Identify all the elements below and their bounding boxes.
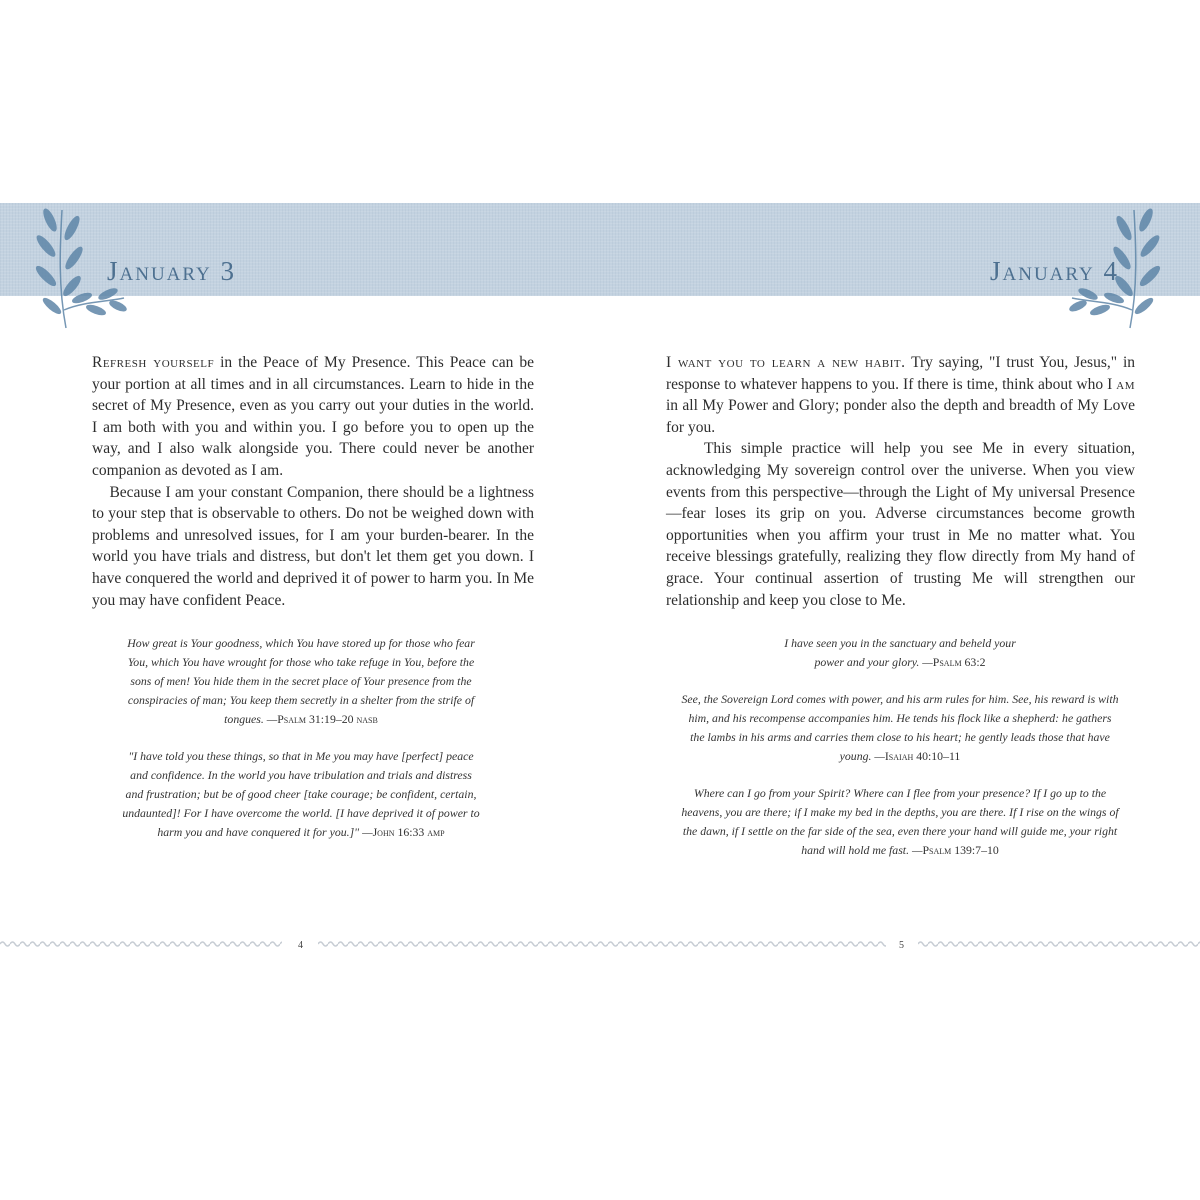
scripture-block-right <box>680 634 1120 860</box>
quote-text: Where can I go from your Spirit? Where can I flee from your presence? If I go up to the heavens, you are there; if I make my bed in the depths, you are there. If I rise on the wings of the dawn, if I settle on the far side of the sea, even there your hand will guide me, your right hand will hold me fast. — <box>681 786 1119 857</box>
paragraph-text: in the Peace of My Presence. This Peace can be your portion at all times and in all circumstances. Learn to hide in the secret of My Presence, even as you carry out your duties in the world. I am both with you and within you. I go before you to open up the way, and I also walk alongside you. There could never be another companion as devoted as I am. <box>92 354 534 479</box>
scripture-reference: Psalm 139:7–10 <box>922 843 999 857</box>
wave-rule-icon <box>0 939 282 949</box>
wave-rule-icon <box>918 939 1200 949</box>
page-title-left: January 3 <box>107 256 236 286</box>
scripture-quote <box>680 784 1120 860</box>
scripture-quote <box>680 690 1120 766</box>
scripture-reference: Isaiah 40:10–11 <box>884 749 961 763</box>
scripture-quote <box>120 634 482 729</box>
scripture-block-left <box>120 634 482 842</box>
scripture-quote <box>680 634 1120 672</box>
paragraph <box>666 352 1135 438</box>
paragraph-text: Try saying, "I trust You, Jesus," in response to whatever happens to you. If there is time, think about who I <box>666 354 1135 393</box>
scripture-quote <box>120 747 482 842</box>
page-number-right: 5 <box>899 940 904 951</box>
paragraph-text: Because I am your constant Companion, there should be a lightness to your step that is observable to others. Do not be weighed down with problems and unresolved issues, for I am your burden-bearer. In the world you have trials and distress, but don't let them get you down. I have conquered the world and deprived it of power to harm you. In Me you may have confident Peace. <box>92 483 535 609</box>
scripture-reference: John 16:33 amp <box>372 825 445 839</box>
page-number-left: 4 <box>298 940 303 951</box>
paragraph-text: This simple practice will help you see Me in every situation, acknowledging My sovereign control over the universe. When you view events from this perspective—through the Light of My universal Presence—fear loses its grip on you. Adverse circumstances become growth opportunities when you affirm your trust in Me no matter what. You receive blessings gratefully, realizing they flow directly from My hand of grace. Your continual assertion of trusting Me will strengthen our relationship and keep you close to Me. <box>666 440 1136 609</box>
devotion-body-left <box>92 352 534 611</box>
scripture-reference: Psalm 63:2 <box>932 655 986 669</box>
paragraph <box>92 352 534 482</box>
paragraph <box>92 482 534 612</box>
quote-text: See, the Sovereign Lord comes with power, and his arm rules for him. See, his reward is with him, and his recompense accompanies him. He tends his flock like a shepherd: he gathers the lambs in his arms and carries them close to his heart; he gently leads those that have young. — <box>681 692 1119 763</box>
paragraph <box>666 438 1135 611</box>
lead-in: I want you to learn a new habit. <box>666 354 906 371</box>
lead-in: Refresh yourself <box>92 354 215 371</box>
wave-rule-icon <box>318 939 886 949</box>
quote-text: I have seen you in the sanctuary and beheld your power and your glory. — <box>784 636 1016 669</box>
devotion-body-right <box>666 352 1135 611</box>
scripture-reference: Psalm 31:19–20 nasb <box>277 712 378 726</box>
emphasis-word: am <box>1116 375 1135 393</box>
paragraph-text: in all My Power and Glory; ponder also the depth and breadth of My Love for you. <box>666 397 1135 436</box>
page-title-right: January 4 <box>990 256 1119 286</box>
quote-text: How great is Your goodness, which You have stored up for those who fear You, which You have wrought for those who take refuge in You, before the sons of men! You hide them in the secret place of Your presence from the conspiracies of man; You keep them secretly in a shelter from the strife of tongues. — <box>127 636 475 726</box>
quote-text: "I have told you these things, so that in Me you may have [perfect] peace and confidence. In the world you have tribulation and trials and distress and frustration; but be of good cheer [take courage; be confident, certain, undaunted]! For I have overcome the world. [I have deprived it of power to harm you and have conquered it for you.]" — <box>122 749 480 839</box>
